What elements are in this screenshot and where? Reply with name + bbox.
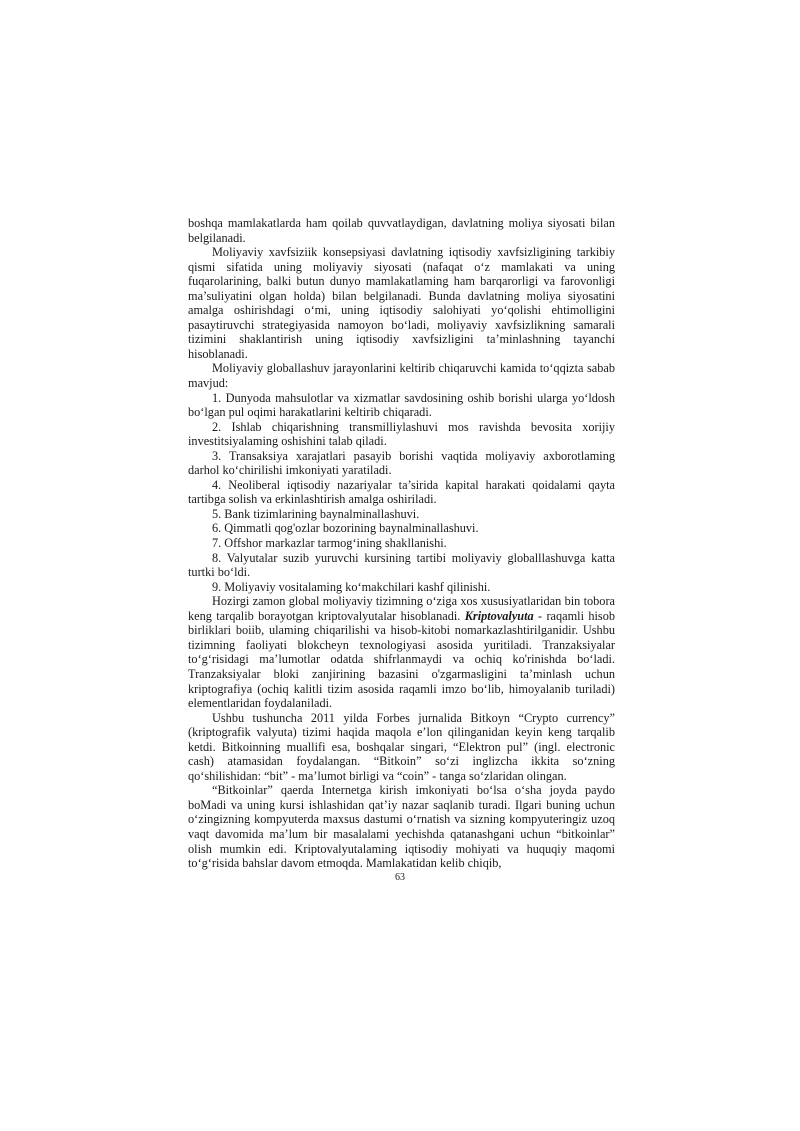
list-item-7: 7. Offshor markazlar tarmog‘ining shakllanishi.: [212, 536, 447, 551]
paragraph-2: Moliyaviy xavfsiziik konsepsiyasi davlatning iqtisodiy xavfsizligining tarkibiy qismi sifatida uning moliyaviy siyosati (nafaqat o‘z mamlakati va uning fuqarolarining, balki butun dunyo mamlakatlaming ham barqarorligi va farovonligi ma’suliyatini olgan holda) bilan belgilanadi. Bunda davlatning moliya siyosatini amalga oshirishdagi o‘mi, uning iqtisodiy salohiyati yo‘qolishi ehtimolligini pasaytiruvchi strategiyasida namoyon bo‘ladi, moliyaviy xavfsizlikning samarali tizimini shaklantirish uning iqtisodiy xavfsizligini ta’minlashning tayanchi hisoblanadi.: [188, 245, 615, 361]
paragraph-cryptocurrency: [188, 594, 615, 710]
page-number: 63: [395, 872, 405, 883]
paragraph-3: Moliyaviy globallashuv jarayonlarini keltirib chiqaruvchi kamida to‘qqizta sabab mavjud:: [188, 361, 615, 391]
list-item-3: 3. Transaksiya xarajatlari pasayib borishi vaqtida moliyaviy axborotlaming darhol ko‘chirilishi imkoniyati yaratiladi.: [188, 448, 615, 478]
list-item-5: 5. Bank tizimlarining baynalminallashuvi.: [212, 506, 420, 521]
page-body: [188, 216, 615, 871]
paragraph-text-after: - raqamli hisob birliklari boiib, ulaming chiqarilishi va hisob-kitobi nomarkazlashtirilganidir. Ushbu tizimning faoliyati blokcheyn texnologiyasi asosida yuritiladi. Tranzaksiyalar to‘g‘risidagi ma’lumotlar odatda shifrlanmaydi va ochiq ko'rinishda bo‘ladi. Tranzaksiyalar bloki zanjirining bazasini o'zgarmasligini ta’minlash uchun kriptografiya (ochiq kalitli tizim asosida raqamli imzo bo‘lib, himoyalanib turiladi) elementlaridan foydalaniladi.: [188, 608, 615, 711]
paragraph-bitkoinlar: “Bitkoinlar” qaerda Internetga kirish imkoniyati bo‘lsa o‘sha joyda paydo boMadi va uning kursi ishlashidan qat’iy nazar saqlanib turadi. Ilgari buning uchun o‘zingizning kompyuterda maxsus dastumi o‘rnatish va sizning kompyuteringiz uzoq vaqt davomida ma’lum bir masalalami yechishda qatanashgani uchun “bitkoinlar” olish mumkin edi. Kriptovalyutalaming iqtisodiy mohiyati va huquqiy maqomi to‘g‘risida bahslar davom etmoqda. Mamlakatidan kelib chiqib,: [188, 783, 615, 871]
list-item-9: 9. Moliyaviy vositalaming ko‘makchilari kashf qilinishi.: [212, 579, 491, 594]
paragraph-text-before: Hozirgi zamon global moliyaviy tizimning o‘ziga xos xususiyatlaridan bin tobora keng tarqalib borayotgan kriptovalyutalar hisoblanadi.: [188, 594, 615, 623]
list-item-4: 4. Neoliberal iqtisodiy nazariyalar ta’sirida kapital harakati qoidalami qayta tartibga solish va erkinlashtirish amalga oshiriladi.: [188, 477, 615, 507]
paragraph-forbes: Ushbu tushuncha 2011 yilda Forbes jurnalida Bitkoyn “Crypto currency” (kriptografik valyuta) tizimi haqida maqola e’lon qilinganidan keyin keng tarqalib ketdi. Bitkoinning muallifi esa, boshqalar singari, “Elektron pul” (ingl. electronic cash) atamasidan foydalangan. “Bitkoin” so‘zi inglizcha ikkita so‘zning qo‘shilishidan: “bit” - ma’lumot birligi va “coin” - tanga so‘zlaridan olingan.: [188, 710, 615, 783]
list-item-1: 1. Dunyoda mahsulotlar va xizmatlar savdosining oshib borishi ularga yo‘ldosh bo‘lgan pul oqimi harakatlarini keltirib chiqaradi.: [188, 390, 615, 420]
paragraph-1: boshqa mamlakatlarda ham qoilab quvvatlaydigan, davlatning moliya siyosati bilan belgilanadi.: [188, 216, 615, 245]
list-item-2: 2. Ishlab chiqarishning transmilliylashuvi mos ravishda bevosita xorijiy investitsiyalaming oshishini talab qiladi.: [188, 419, 615, 449]
list-item-6: 6. Qimmatli qog'ozlar bozorining baynalminallashuvi.: [212, 521, 479, 536]
term-kriptovalyuta: Kriptovalyuta: [464, 608, 534, 623]
list-item-8: 8. Valyutalar suzib yuruvchi kursining tartibi moliyaviy globalllashuvga katta turtki bo‘ldi.: [188, 550, 615, 580]
